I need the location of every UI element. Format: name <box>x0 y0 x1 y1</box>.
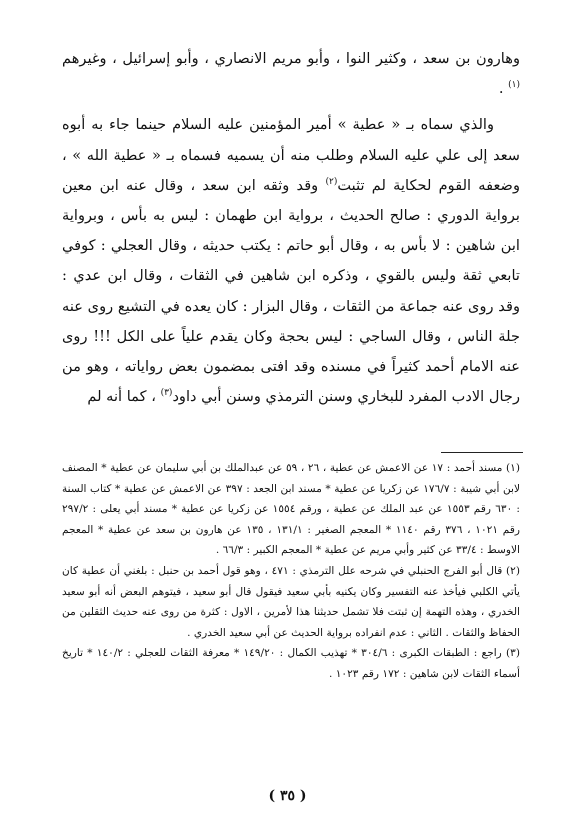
paragraph-1-text: وهارون بن سعد ، وكثير النوا ، وأبو مريم الانصاري ، وأبو إسرائيل ، وغيرهم <box>62 50 520 67</box>
footnote-ref-3: (٣) <box>160 388 173 399</box>
paragraph-1-end: . <box>498 80 509 98</box>
paragraph-2-text-a: والذي سماه بـ « عطية » أمير المؤمنين عليه السلام حينما جاء به أبوه سعد إلى علي عليه السلام وطلب منه أن يسميه فسماه بـ « عطية الله » ، وضعفه القوم لحكاية لم تثبت <box>62 116 520 194</box>
paragraph-2-text-b: وقد وثقه ابن سعد ، وقال عنه ابن معين برواية الدوري : صالح الحديث ، برواية ابن طهمان : ليس به بأس ، وبرواية ابن شاهين : لا بأس به ، وقال أبو حاتم : يكتب حديثه ، وقال العجلي : كوفي تابعي ثقة وليس بالقوي ، وذكره ابن شاهين في الثقات ، وقال ابن عدي : وقد روى عنه جماعة من الثقات ، وقال البزار : كان يعده في التشيع روى عنه جلة الناس ، وقال الساجي : ليس بحجة وكان يقدم علياً على الكل !!! روى عنه الامام أحمد كثيراً في مسنده وقد افتى بمضمون بعض رواياته ، وهو من رجال الادب المفرد للبخاري وسنن الترمذي وسنن أبي داود <box>62 176 520 406</box>
footnotes <box>62 458 520 685</box>
footnote-ref-1: (١) <box>508 80 520 91</box>
paragraph-2 <box>62 110 520 412</box>
paragraph-1 <box>62 44 520 104</box>
footnote-1: (١) مسند أحمد : ١٧ عن الاعمش عن عطية ، ٢٦ ، ٥٩ عن عبدالملك بن أبي سليمان عن عطية * المصنف لابن أبي شيبة : ١٧٦/٧ عن زكريا عن عطية * مسند ابن الجعد : ٣٩٧ عن الاعمش عن عطية * كتاب السنة : ٦٣٠ رقم ١٥٥٣ عن عبد الملك عن عطية ، ورقم ١٥٥٤ عن زكريا عن عطية * مسند أبي يعلى : ٢٩٧/٢ رقم ١٠٢١ ، ٣٧٦ رقم ١١٤٠ * المعجم الصغير : ١٣١/١ ، ١٣٥ عن هارون بن سعد عن عطية * المعجم الاوسط : ٣٣/٤ عن كثير وأبي مريم عن عطية * المعجم الكبير : ٦٦/٣ . <box>62 462 521 557</box>
footnote-2: (٢) قال أبو الفرج الحنبلي في شرحه علل الترمذي : ٤٧١ ، وهو قول أحمد بن حنبل : بلغني أن عطية كان يأتي الكلبي فيأخذ عنه التفسير وكان يكنيه بأبي سعيد فيقول قال أبو سعيد ، فيتوهم البعض أنه أبو سعيد الخدري ، وهذه التهمة إن ثبتت فلا تشمل حديثنا هذا لأمرين ، الاول : كثرة من روى عنه حديث الثقلين من الحفاظ والثقات . الثاني : عدم انفراده برواية الحديث عن أبي سعيد الخدري . <box>62 564 520 639</box>
footnote-separator <box>441 452 523 453</box>
paragraph-2-text-c: ، كما أنه لم <box>87 388 161 406</box>
page-number: ( ٣٥ ) <box>268 788 307 804</box>
footnote-ref-2: (٢) <box>325 176 338 187</box>
main-text <box>62 44 520 412</box>
footnote-3: (٣) راجع : الطبقات الكبرى : ٣٠٤/٦ * تهذيب الكمال : ١٤٩/٢٠ * معرفة الثقات للعجلي : ١٤٠/٢ * تاريخ أسماء الثقات لابن شاهين : ١٧٢ رقم ١٠٢٣ . <box>62 647 520 680</box>
